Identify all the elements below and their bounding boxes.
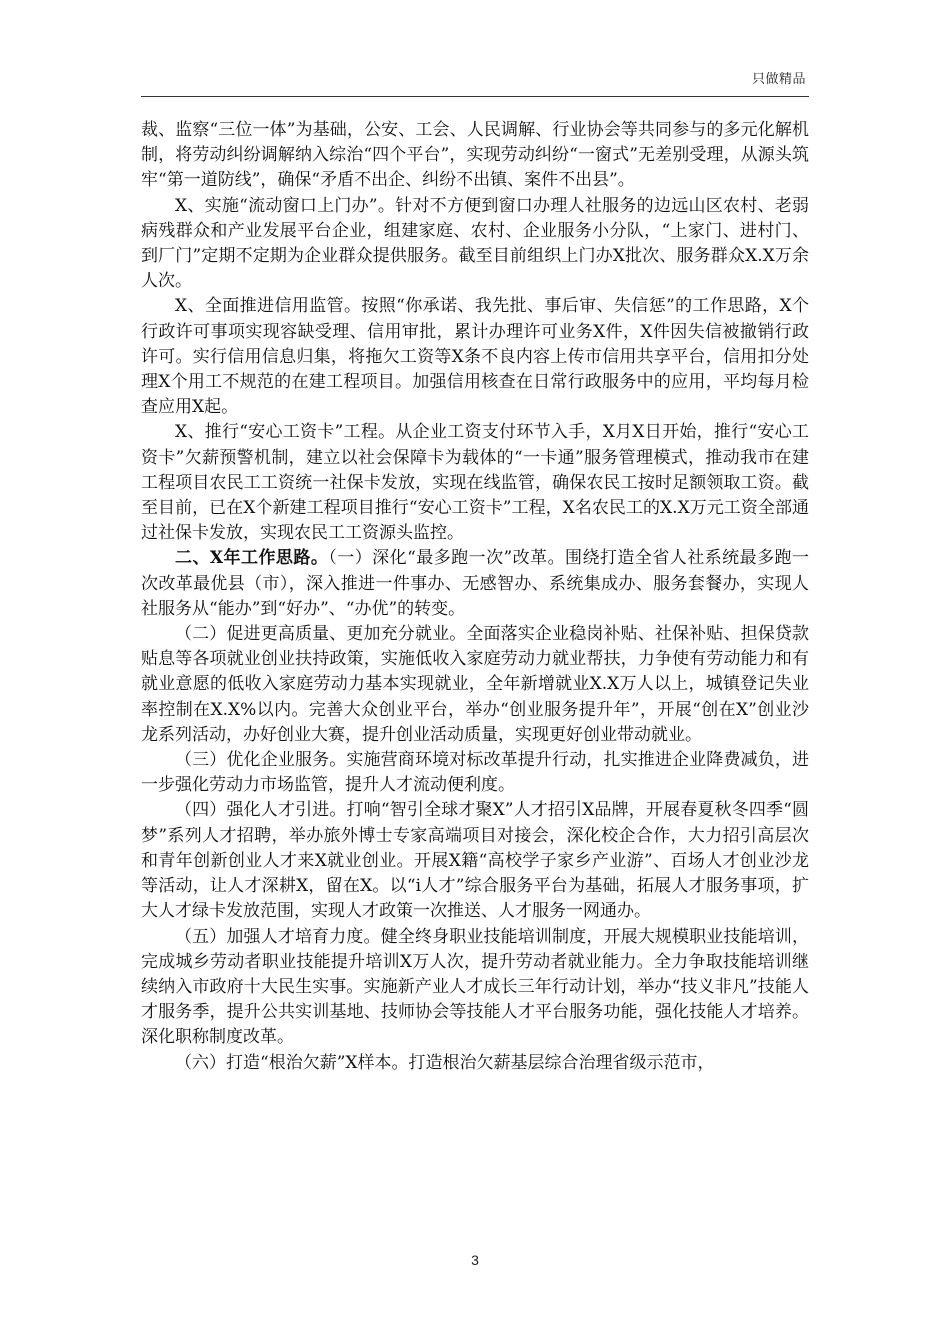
paragraph-talent-introduction: （四）强化人才引进。打响“智引全球才聚X”人才招引X品牌，开展春夏秋冬四季“圆梦”系列人才招聘，举办旅外博士专家高端项目对接会，深化校企合作，大力招引高层次和青年创新创业人才来X就业创业。开展X籍“高校学子家乡产业游”、百场人才创业沙龙等活动，让人才深耕X，留在X。以“i人才”综合服务平台为基础，拓展人才服务事项，扩大人才绿卡发放范围，实现人才政策一次推送、人才服务一网通办。	[141, 800, 809, 922]
paragraph-mobile-window: X、实施“流动窗口上门办”。针对不方便到窗口办理人社服务的边远山区农村、老弱病残群众和产业发展平台企业，组建家庭、农村、企业服务小分队，“上家门、进村门、到厂门”定期不定期为企业群众提供服务。截至目前组织上门办X批次、服务群众X.X万余人次。	[141, 195, 809, 292]
document-body	[141, 118, 809, 1076]
header-divider	[141, 96, 809, 97]
paragraph-talent-training: （五）加强人才培育力度。健全终身职业技能培训制度，开展大规模职业技能培训，完成城乡劳动者职业技能提升培训X万人次，提升劳动者就业能力。全力争取技能培训继续纳入市政府十大民生实事。实施新产业人才成长三年行动计划，举办“技义非凡”技能人才服务季，提升公共实训基地、技师协会等技能人才平台服务功能，强化技能人才培养。深化职称制度改革。	[141, 926, 809, 1048]
paragraph-credit-supervision: X、全面推进信用监管。按照“你承诺、我先批、事后审、失信惩”的工作思路，X个行政许可事项实现容缺受理、信用审批，累计办理许可业务X件，X件因失信被撤销行政许可。实行信用信息归集，将拖欠工资等X条不良内容上传市信用共享平台，信用扣分处理X个用工不规范的在建工程项目。加强信用核查在日常行政服务中的应用，平均每月检查应用X起。	[141, 296, 809, 418]
header-note: 只做精品	[751, 72, 806, 87]
paragraph-enterprise-service: （三）优化企业服务。实施营商环境对标改革提升行动，扎实推进企业降费减负，进一步强化劳动力市场监管，提升人才流动便利度。	[141, 750, 809, 796]
paragraph-section-two	[141, 546, 809, 622]
page-number: 3	[471, 1252, 479, 1268]
paragraph-continued: 裁、监察“三位一体”为基础，公安、工会、人民调解、行业协会等共同参与的多元化解机制，将劳动纠纷调解纳入综治“四个平台”，实现劳动纠纷“一窗式”无差别受理，从源头筑牢“第一道防线”，确保“矛盾不出企、纠纷不出镇、案件不出县”。	[141, 120, 809, 191]
paragraph-wage-card: X、推行“安心工资卡”工程。从企业工资支付环节入手，X月X日开始，推行“安心工资卡”欠薪预警机制，建立以社会保障卡为载体的“一卡通”服务管理模式，推动我市在建工程项目农民工工资统一社保卡发放，实现在线监管，确保农民工按时足额领取工资。截至目前，已在X个新建工程项目推行“安心工资卡”工程，X名农民工的X.X万元工资全部通过社保卡发放，实现农民工工资源头监控。	[141, 422, 809, 544]
section-two-text: （一）深化“最多跑一次”改革。围绕打造全省人社系统最多跑一次改革最优县（市），深入推进一件事办、无感智办、系统集成办、服务套餐办，实现人社服务从“能办”到“好办”、“办优”的转变。	[141, 548, 809, 619]
section-two-heading: 二、X年工作思路。	[175, 548, 329, 569]
paragraph-wage-arrears: （六）打造“根治欠薪”X样本。打造根治欠薪基层综合治理省级示范市，	[175, 1052, 715, 1073]
paragraph-employment: （二）促进更高质量、更加充分就业。全面落实企业稳岗补贴、社保补贴、担保贷款贴息等各项就业创业扶持政策，实施低收入家庭劳动力就业帮扶，力争使有劳动能力和有就业意愿的低收入家庭劳动力基本实现就业，全年新增就业X.X万人以上，城镇登记失业率控制在X.X%以内。完善大众创业平台，举办“创业服务提升年”，开展“创在X”创业沙龙系列活动，办好创业大赛，提升创业活动质量，实现更好创业带动就业。	[141, 624, 809, 745]
